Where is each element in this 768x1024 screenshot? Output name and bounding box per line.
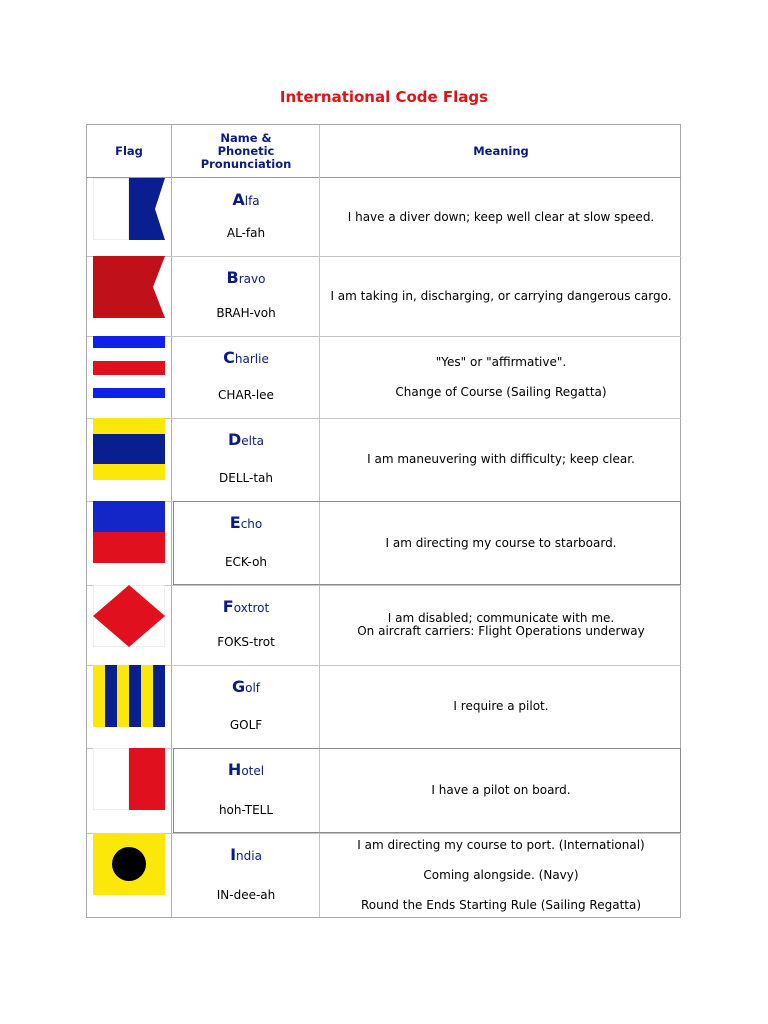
phonetic-rest: otel <box>241 764 265 778</box>
name-cell <box>173 418 319 501</box>
phonetic-initial: G <box>231 677 246 696</box>
hotel-flag-icon <box>93 748 165 810</box>
phonetic-rest: ravo <box>238 272 266 286</box>
name-cell <box>173 665 319 748</box>
echo-flag-icon <box>93 501 165 563</box>
phonetic-initial: C <box>223 348 235 367</box>
pronunciation: GOLF <box>229 718 263 732</box>
header-meaning <box>321 125 681 177</box>
meaning-cell <box>321 665 681 748</box>
alfa-flag-icon <box>93 178 165 240</box>
meaning-text: Change of Course (Sailing Regatta) <box>395 384 607 399</box>
meaning-text: I am directing my course to starboard. <box>385 535 617 550</box>
meaning-cell <box>321 336 681 418</box>
flag-cell <box>87 501 171 585</box>
phonetic-name <box>173 430 319 449</box>
name-cell <box>173 585 319 665</box>
header-meaning-label: Meaning <box>473 143 529 158</box>
header-flag <box>87 125 171 177</box>
pronunciation: FOKS-trot <box>217 635 275 649</box>
phonetic-rest: olf <box>245 681 261 695</box>
meaning-text: I am directing my course to port. (International) <box>357 838 645 852</box>
phonetic-initial: A <box>232 190 245 209</box>
meaning-cell <box>321 585 681 665</box>
phonetic-initial: H <box>227 760 242 779</box>
phonetic-rest: harlie <box>234 352 269 366</box>
phonetic-name <box>173 268 319 287</box>
header-name <box>173 125 319 177</box>
meaning-text: "Yes" or "affirmative". <box>435 354 567 369</box>
meaning-text: I am taking in, discharging, or carrying dangerous cargo. <box>330 288 672 303</box>
pronunciation: CHAR-lee <box>218 388 274 402</box>
pronunciation: BRAH-voh <box>216 306 276 320</box>
flag-cell <box>87 665 171 748</box>
pronunciation: AL-fah <box>226 226 266 240</box>
flag-cell <box>87 178 171 256</box>
flag-cell <box>87 418 171 501</box>
meaning-text: I have a diver down; keep well clear at slow speed. <box>347 209 655 224</box>
flag-cell <box>87 256 171 336</box>
meaning-cell <box>321 256 681 336</box>
phonetic-initial: D <box>227 430 242 449</box>
india-flag-icon <box>93 833 165 895</box>
meaning-text: I am disabled; communicate with me. <box>387 611 615 625</box>
echo-row-frame <box>173 501 681 585</box>
name-cell <box>173 833 319 918</box>
meaning-text: I am maneuvering with difficulty; keep clear. <box>367 452 635 466</box>
phonetic-name <box>173 190 319 209</box>
phonetic-name <box>173 677 319 696</box>
bravo-flag-icon <box>93 256 165 318</box>
flag-cell <box>87 748 171 833</box>
meaning-text: On aircraft carriers: Flight Operations underway <box>357 624 645 638</box>
foxtrot-flag-icon <box>93 585 165 647</box>
header-name-line3: Pronunciation <box>200 156 292 171</box>
name-cell <box>173 178 319 256</box>
delta-flag-icon <box>93 418 165 480</box>
pronunciation: IN-dee-ah <box>216 888 276 902</box>
meaning-cell <box>321 418 681 501</box>
pronunciation: hoh-TELL <box>218 803 274 817</box>
flag-cell <box>87 833 171 918</box>
meaning-text: I have a pilot on board. <box>431 783 571 797</box>
phonetic-rest: elta <box>241 434 265 448</box>
phonetic-rest: oxtrot <box>233 601 270 615</box>
golf-flag-icon <box>93 665 165 727</box>
flag-cell <box>87 336 171 418</box>
pronunciation: DELL-tah <box>219 471 273 485</box>
phonetic-rest: lfa <box>244 194 260 208</box>
meaning-cell <box>321 178 681 256</box>
code-flags-table <box>86 124 681 918</box>
meaning-text: I require a pilot. <box>453 699 549 713</box>
name-cell <box>173 256 319 336</box>
page-title: International Code Flags <box>279 88 489 106</box>
phonetic-initial: I <box>230 845 237 864</box>
phonetic-initial: F <box>222 597 234 616</box>
phonetic-initial: B <box>226 268 239 287</box>
header-flag-label: Flag <box>115 143 143 158</box>
phonetic-name <box>173 348 319 367</box>
meaning-text: Coming alongside. (Navy) <box>423 868 579 882</box>
hotel-row-frame <box>173 748 681 833</box>
name-cell <box>173 336 319 418</box>
flag-cell <box>87 585 171 665</box>
meaning-text: Round the Ends Starting Rule (Sailing Regatta) <box>360 898 642 912</box>
charlie-flag-icon <box>93 336 165 398</box>
phonetic-rest: cho <box>240 517 263 531</box>
phonetic-rest: ndia <box>236 849 262 863</box>
phonetic-initial: E <box>229 513 241 532</box>
header-name-line2: Phonetic <box>217 143 275 158</box>
pronunciation: ECK-oh <box>224 555 268 569</box>
header-name-line1: Name & <box>220 130 272 145</box>
column-divider <box>171 125 172 917</box>
meaning-cell <box>321 833 681 918</box>
phonetic-name <box>173 597 319 616</box>
phonetic-name <box>173 845 319 864</box>
